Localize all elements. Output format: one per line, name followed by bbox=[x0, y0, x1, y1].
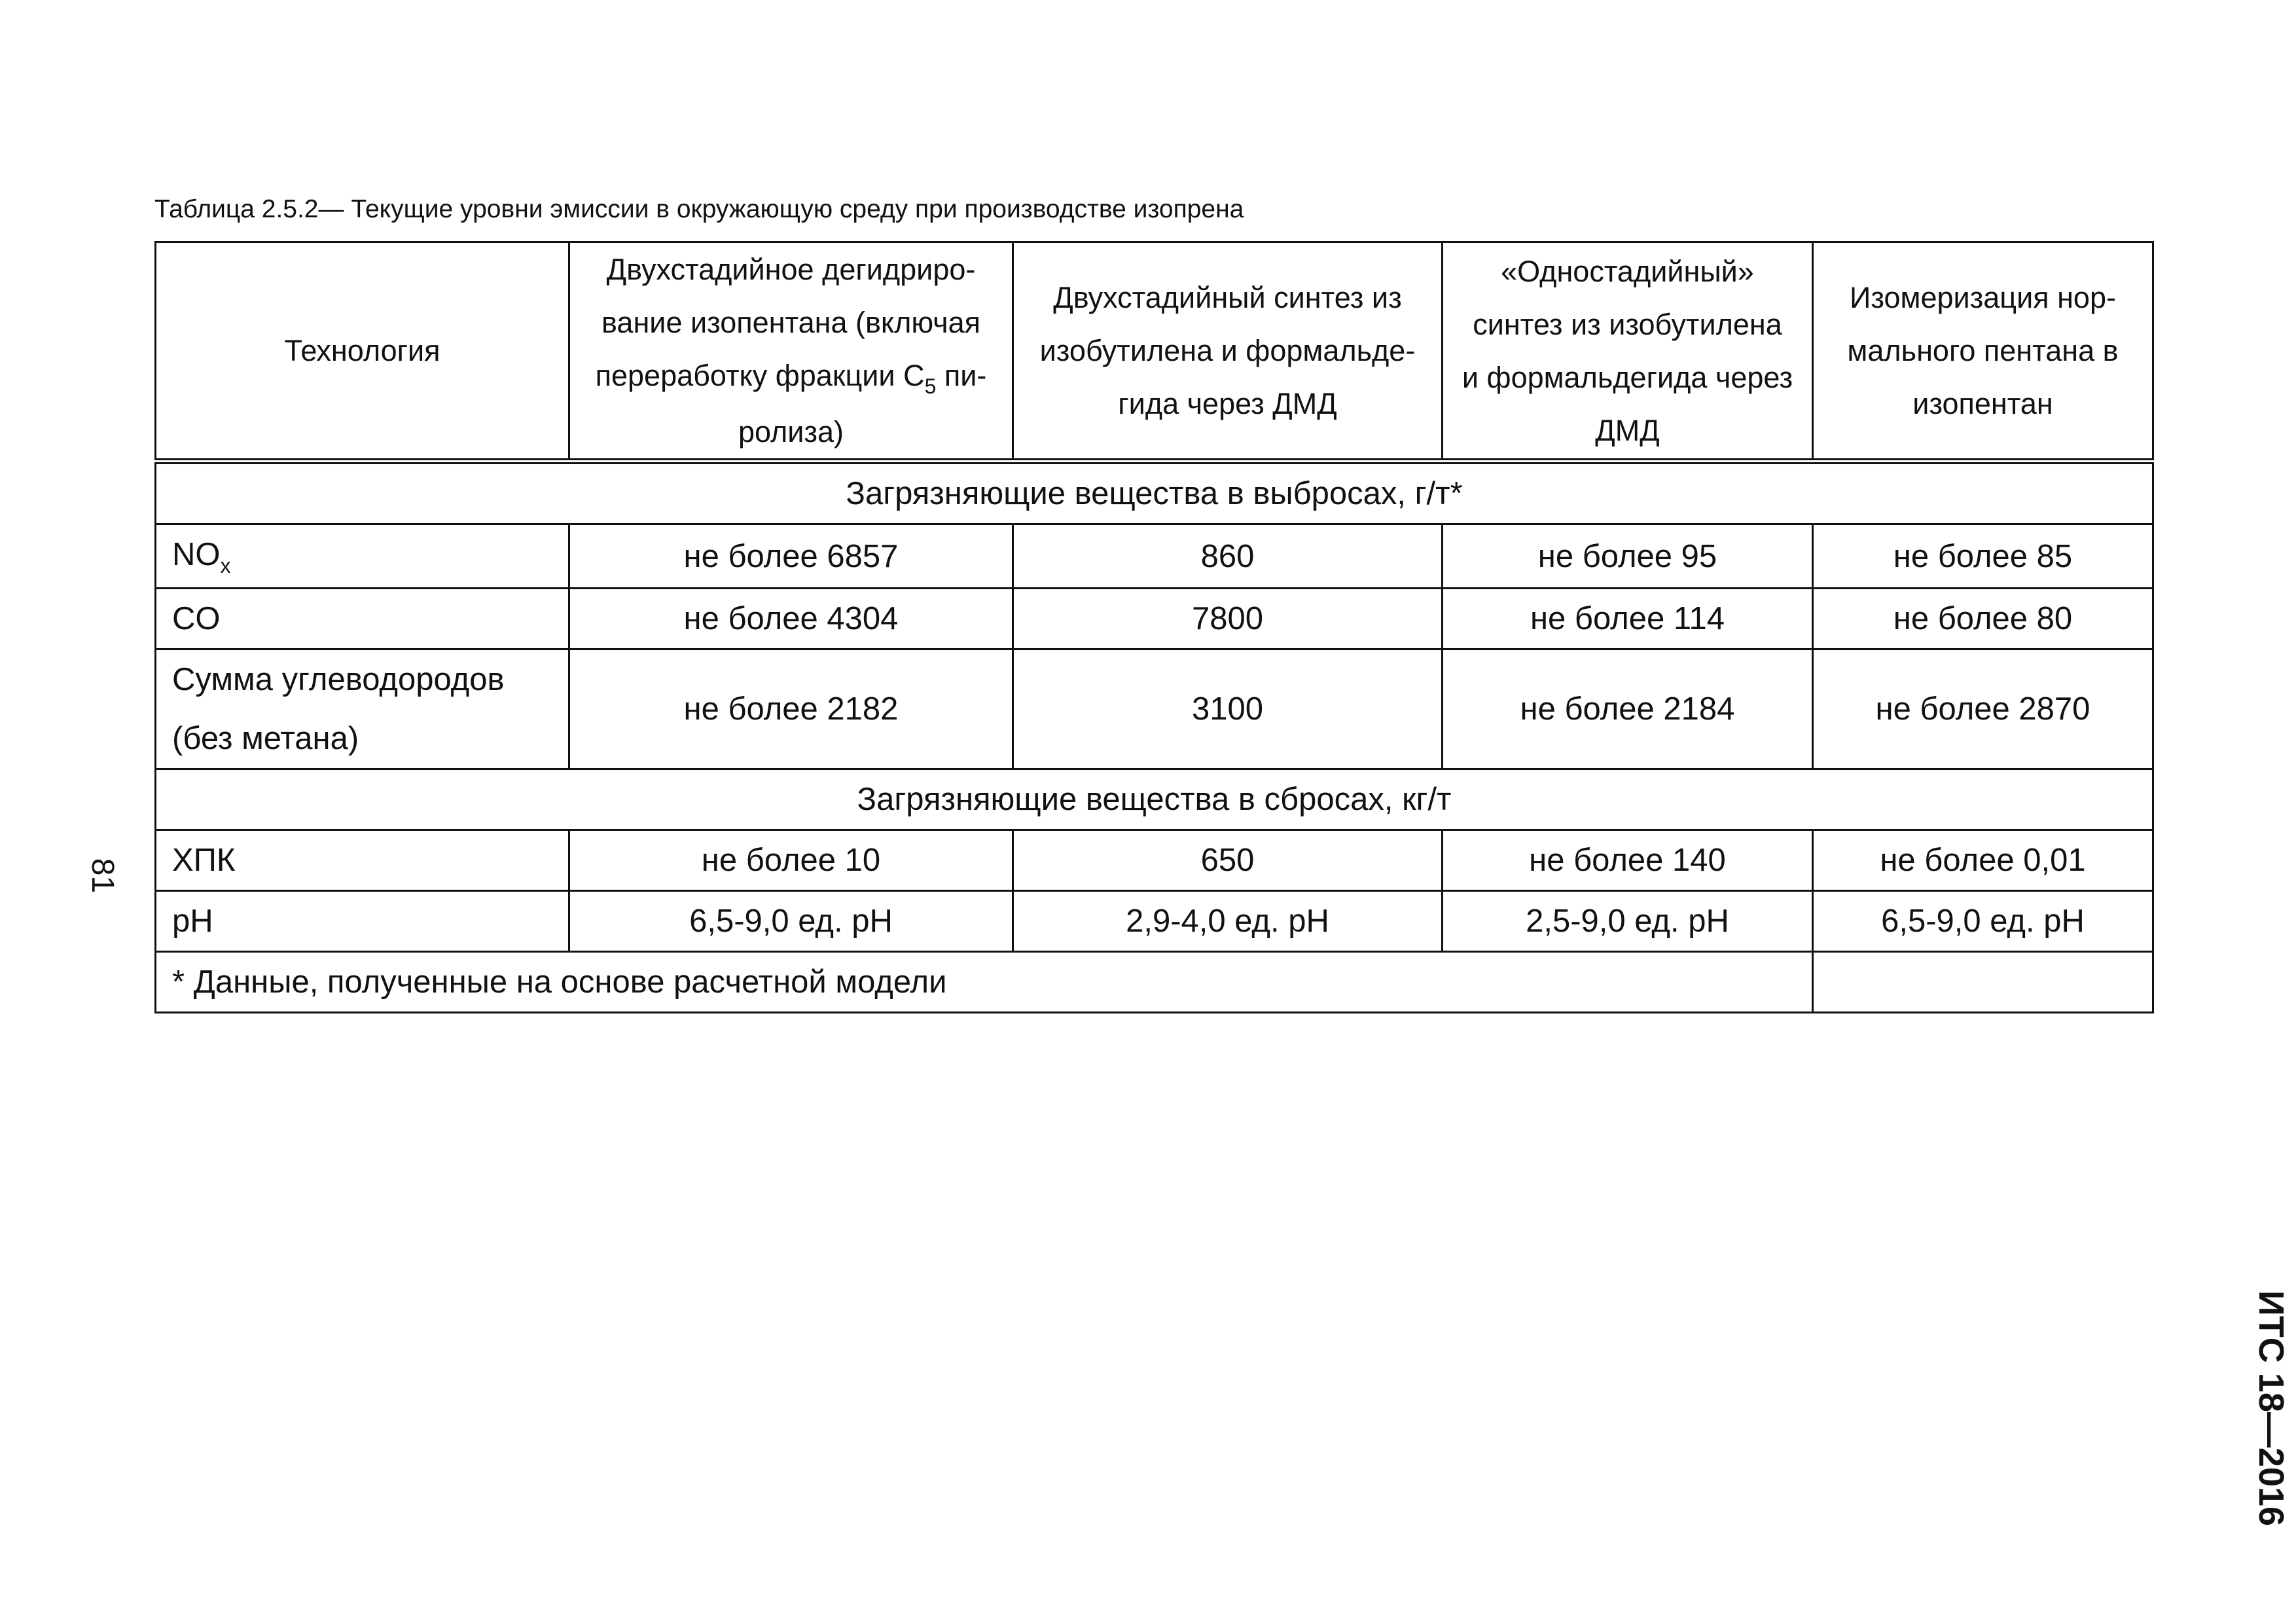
table-cell: 7800 bbox=[1013, 589, 1443, 649]
table-row bbox=[156, 589, 2153, 649]
table-cell: 3100 bbox=[1013, 649, 1443, 769]
table-cell: 860 bbox=[1013, 524, 1443, 589]
section-row-discharges bbox=[156, 769, 2153, 830]
emissions-table bbox=[154, 241, 2154, 1013]
row-label: ХПК bbox=[156, 830, 569, 891]
table-row bbox=[156, 830, 2153, 891]
table-cell: не более 85 bbox=[1813, 524, 2153, 589]
row-label: $NO_x$ bbox=[156, 524, 569, 589]
header-technology: Технология bbox=[156, 242, 569, 462]
row-label: pH bbox=[156, 891, 569, 952]
table-header-row bbox=[156, 242, 2153, 462]
footnote-row bbox=[156, 952, 2153, 1013]
page-number: 81 bbox=[85, 858, 120, 894]
table-cell: 2,5-9,0 ед. рН bbox=[1443, 891, 1813, 952]
table-cell: 6,5-9,0 ед. рН bbox=[569, 891, 1013, 952]
table-cell: 2,9-4,0 ед. рН bbox=[1013, 891, 1443, 952]
table-cell: не более 114 bbox=[1443, 589, 1813, 649]
table-cell: не более 2870 bbox=[1813, 649, 2153, 769]
section-row-emissions bbox=[156, 462, 2153, 524]
header-col-2: Двухстадийный синтез из изобутилена и формальде- гида через ДМД bbox=[1013, 242, 1443, 462]
table-cell: не более 80 bbox=[1813, 589, 2153, 649]
table-cell: 6,5-9,0 ед. рН bbox=[1813, 891, 2153, 952]
table-cell: 650 bbox=[1013, 830, 1443, 891]
table-cell: не более 95 bbox=[1443, 524, 1813, 589]
table-cell: не более 10 bbox=[569, 830, 1013, 891]
empty-cell bbox=[1813, 952, 2153, 1013]
table-cell: не более 2182 bbox=[569, 649, 1013, 769]
table-row bbox=[156, 524, 2153, 589]
header-col-3: «Одностадийный» синтез из изобутилена и формальдегида через ДМД bbox=[1443, 242, 1813, 462]
table-cell: не более 2184 bbox=[1443, 649, 1813, 769]
footnote: * Данные, полученные на основе расчетной модели bbox=[156, 952, 1813, 1013]
section-title: Загрязняющие вещества в сбросах, кг/т bbox=[156, 769, 2153, 830]
table-cell: не более 140 bbox=[1443, 830, 1813, 891]
header-col-1: Двухстадийное дегидриро- вание изопентана (включая переработку фракции $С_5$ пи- ролиза) bbox=[569, 242, 1013, 462]
section-title: Загрязняющие вещества в выбросах, г/т* bbox=[156, 462, 2153, 524]
table-cell: не более 6857 bbox=[569, 524, 1013, 589]
row-label: CO bbox=[156, 589, 569, 649]
running-title: ИТС 18—2016 bbox=[2251, 1290, 2291, 1526]
table-caption: Таблица 2.5.2— Текущие уровни эмиссии в окружающую среду при производстве изопрена bbox=[154, 195, 1244, 223]
table-row bbox=[156, 649, 2153, 769]
row-label: Сумма углеводородов (без метана) bbox=[156, 649, 569, 769]
table-cell: не более 4304 bbox=[569, 589, 1013, 649]
header-col-4: Изомеризация нор- мального пентана в изопентан bbox=[1813, 242, 2153, 462]
table-row bbox=[156, 891, 2153, 952]
table-cell: не более 0,01 bbox=[1813, 830, 2153, 891]
